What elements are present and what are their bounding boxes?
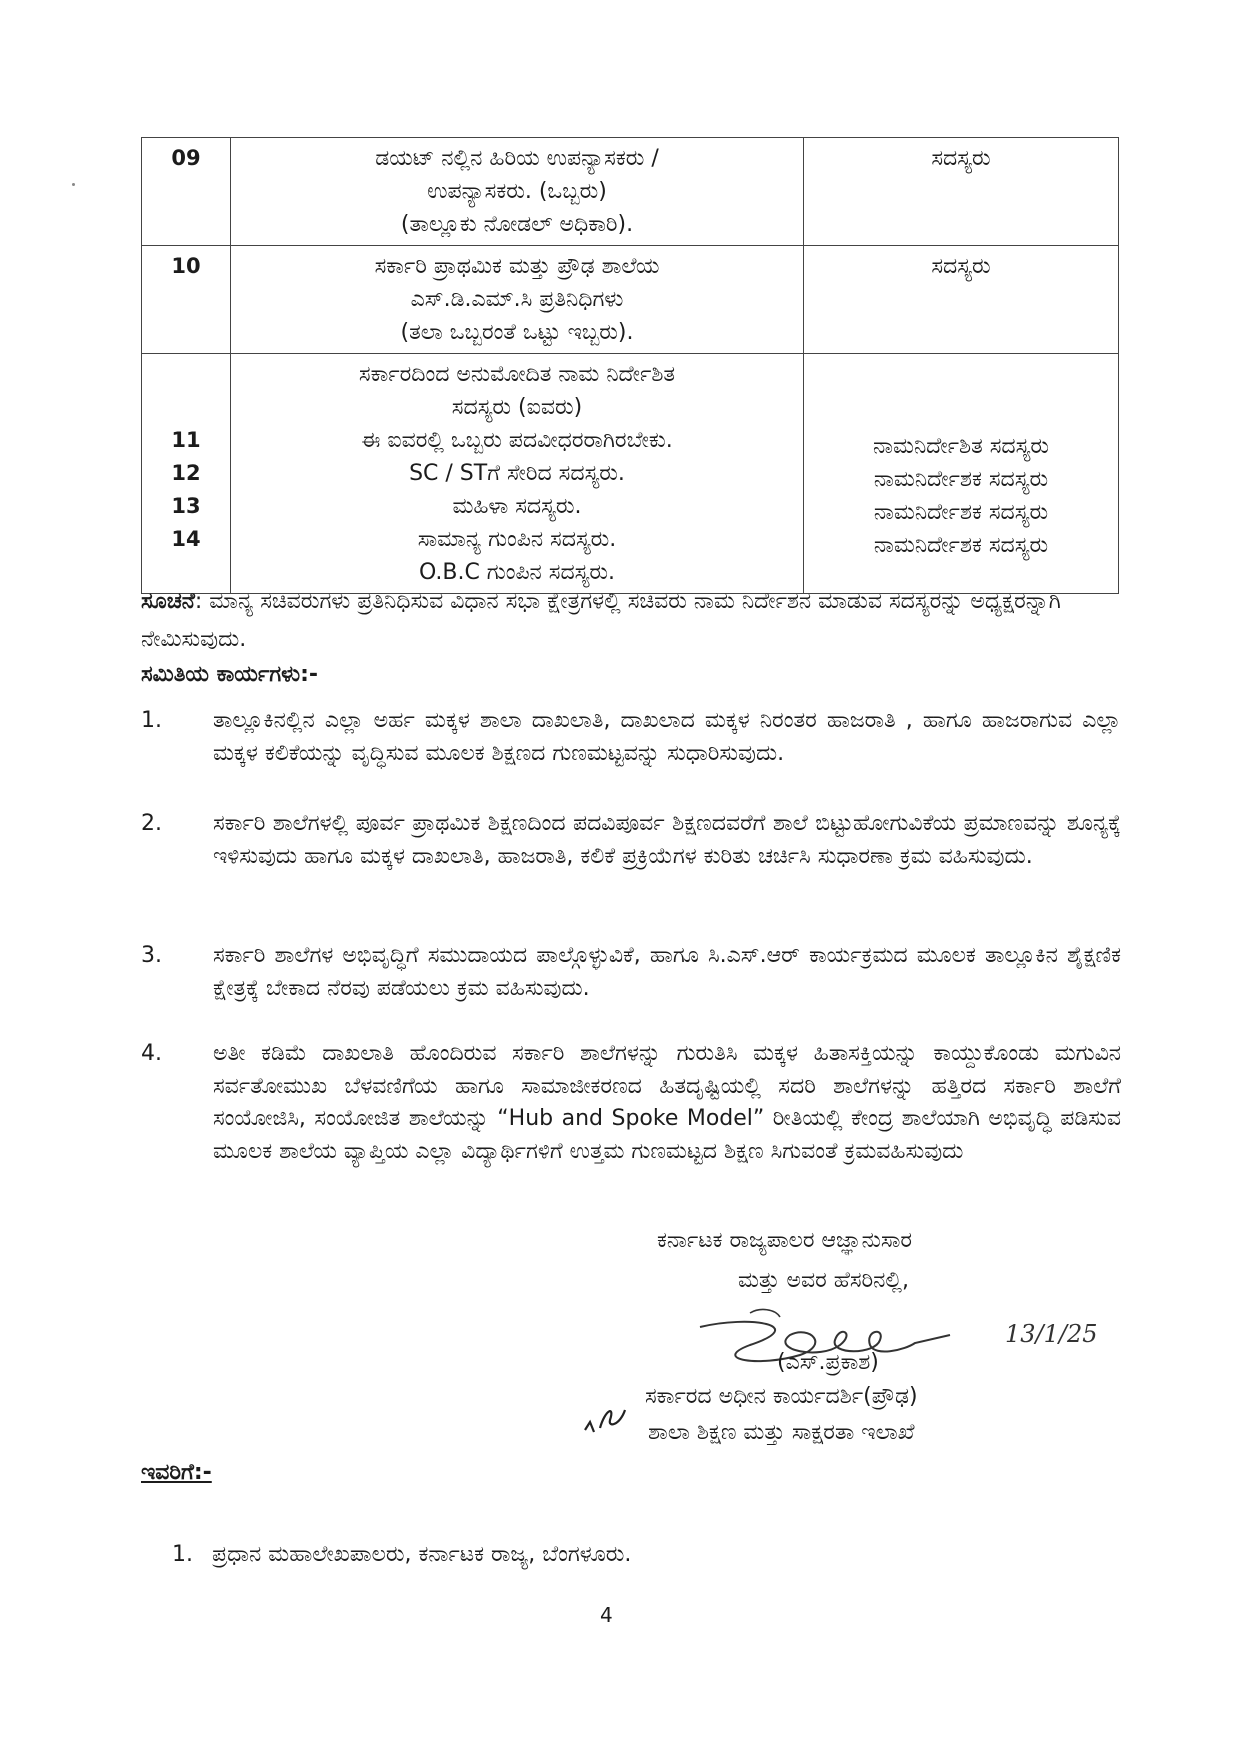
initials-mark (580, 1400, 630, 1447)
table-row (142, 246, 1119, 354)
list-item-text: ತಾಲ್ಲೂಕಿನಲ್ಲಿನ ಎಲ್ಲಾ ಅರ್ಹ ಮಕ್ಕಳ ಶಾಲಾ ದಾಖಲಾತಿ, ದಾಖಲಾದ ಮಕ್ಕಳ ನಿರಂತರ ಹಾಜರಾತಿ , ಹಾಗೂ ಹಾಜರಾಗುವ ಎಲ್ಲಾ ಮಕ್ಕಳ ಕಲಿಕೆಯನ್ನು ವೃದ್ಧಿಸುವ ಮೂಲಕ ಶಿಕ್ಷಣದ ಗುಣಮಟ್ಟವನ್ನು ಸುಧಾರಿಸುವುದು. (213, 708, 1121, 766)
committee-members-table (141, 137, 1119, 594)
table-row (142, 354, 1119, 594)
row-number: 09 (142, 138, 231, 246)
signatory-department: ಶಾಲಾ ಶಿಕ್ಷಣ ಮತ್ತು ಸಾಕ್ಷರತಾ ಇಲಾಖೆ (648, 1420, 915, 1445)
list-item-number: 2. (141, 811, 162, 836)
handwritten-date: 13/1/25 (1005, 1320, 1098, 1348)
note-paragraph (141, 583, 1121, 659)
signature-authority-line: ಮತ್ತು ಅವರ ಹೆಸರಿನಲ್ಲಿ, (738, 1268, 909, 1293)
list-item (141, 705, 1121, 770)
list-item-text: ಸರ್ಕಾರಿ ಶಾಲೆಗಳಲ್ಲಿ ಪೂರ್ವ ಪ್ರಾಥಮಿಕ ಶಿಕ್ಷಣದಿಂದ ಪದವಿಪೂರ್ವ ಶಿಕ್ಷಣದವರೆಗೆ ಶಾಲೆ ಬಿಟ್ಟುಹೋಗುವಿಕೆಯ ಪ್ರಮಾಣವನ್ನು ಶೂನ್ಯಕ್ಕೆ ಇಳಿಸುವುದು ಹಾಗೂ ಮಕ್ಕಳ ದಾಖಲಾತಿ, ಹಾಜರಾತಿ, ಕಲಿಕೆ ಪ್ರಕ್ರಿಯೆಗಳ ಕುರಿತು ಚರ್ಚಿಸಿ ಸುಧಾರಣಾ ಕ್ರಮ ವಹಿಸುವುದು. (213, 811, 1121, 869)
table-row (142, 138, 1119, 246)
list-item-text: ಸರ್ಕಾರಿ ಶಾಲೆಗಳ ಅಭಿವೃದ್ಧಿಗೆ ಸಮುದಾಯದ ಪಾಲ್ಗೊಳ್ಳುವಿಕೆ, ಹಾಗೂ ಸಿ.ಎಸ್.ಆರ್ ಕಾರ್ಯಕ್ರಮದ ಮೂಲಕ ತಾಲ್ಲೂಕಿನ ಶೈಕ್ಷಣಿಕ ಕ್ಷೇತ್ರಕ್ಕೆ ಬೇಕಾದ ನೆರವು ಪಡೆಯಲು ಕ್ರಮ ವಹಿಸುವುದು. (213, 943, 1121, 1001)
row-description: ಸರ್ಕಾರಿ ಪ್ರಾಥಮಿಕ ಮತ್ತು ಪ್ರೌಢ ಶಾಲೆಯ ಎಸ್.ಡಿ.ಎಮ್.ಸಿ ಪ್ರತಿನಿಧಿಗಳು (ತಲಾ ಒಬ್ಬರಂತೆ ಒಟ್ಟು ಇಬ್ಬರು). (231, 246, 804, 354)
recipient-text: ಪ್ರಧಾನ ಮಹಾಲೇಖಪಾಲರು, ಕರ್ನಾಟಕ ರಾಜ್ಯ, ಬೆಂಗಳೂರು. (212, 1542, 632, 1567)
row-role: ಸದಸ್ಯರು (804, 246, 1119, 354)
list-item-number: 3. (141, 943, 162, 968)
row-description: ಡಯಟ್ ನಲ್ಲಿನ ಹಿರಿಯ ಉಪನ್ಯಾಸಕರು / ಉಪನ್ಯಾಸಕರು. (ಒಬ್ಬರು) (ತಾಲ್ಲೂಕು ನೋಡಲ್ ಅಧಿಕಾರಿ). (231, 138, 804, 246)
row-role: ಸದಸ್ಯರು (804, 138, 1119, 246)
signatory-designation: ಸರ್ಕಾರದ ಅಧೀನ ಕಾರ್ಯದರ್ಶಿ(ಪ್ರೌಢ) (645, 1384, 918, 1409)
note-text: : ಮಾನ್ಯ ಸಚಿವರುಗಳು ಪ್ರತಿನಿಧಿಸುವ ವಿಧಾನ ಸಭಾ ಕ್ಷೇತ್ರಗಳಲ್ಲಿ ಸಚಿವರು ನಾಮ ನಿರ್ದೇಶನ ಮಾಡುವ ಸದಸ್ಯರನ್ನು ಅಧ್ಯಕ್ಷರನ್ನಾಗಿ ನೇಮಿಸುವುದು. (141, 589, 1061, 652)
recipient-item (172, 1542, 631, 1567)
functions-title: ಸಮಿತಿಯ ಕಾರ್ಯಗಳು:- (141, 662, 318, 687)
signatory-name: (ಎಸ್.ಪ್ರಕಾಶ) (777, 1350, 879, 1375)
scan-speck (72, 183, 75, 186)
list-item-text: ಅತೀ ಕಡಿಮೆ ದಾಖಲಾತಿ ಹೊಂದಿರುವ ಸರ್ಕಾರಿ ಶಾಲೆಗಳನ್ನು ಗುರುತಿಸಿ ಮಕ್ಕಳ ಹಿತಾಸಕ್ತಿಯನ್ನು ಕಾಯ್ದುಕೊಂಡು ಮಗುವಿನ ಸರ್ವತೋಮುಖ ಬೆಳವಣಿಗೆಯ ಹಾಗೂ ಸಾಮಾಜೀಕರಣದ ಹಿತದೃಷ್ಟಿಯಲ್ಲಿ ಸದರಿ ಶಾಲೆಗಳನ್ನು ಹತ್ತಿರದ ಸರ್ಕಾರಿ ಶಾಲೆಗೆ ಸಂಯೋಜಿಸಿ, ಸಂಯೋಜಿತ ಶಾಲೆಯನ್ನು “Hub and Spoke Model” ರೀತಿಯಲ್ಲಿ ಕೇಂದ್ರ ಶಾಲೆಯಾಗಿ ಅಭಿವೃದ್ಧಿ ಪಡಿಸುವ ಮೂಲಕ ಶಾಲೆಯ ವ್ಯಾಪ್ತಿಯ ಎಲ್ಲಾ ವಿದ್ಯಾರ್ಥಿಗಳಿಗೆ ಉತ್ತಮ ಗುಣಮಟ್ಟದ ಶಿಕ್ಷಣ ಸಿಗುವಂತೆ ಕ್ರಮವಹಿಸುವುದು (213, 1041, 1121, 1164)
list-item-number: 4. (141, 1041, 162, 1066)
note-label: ಸೂಚನೆ (141, 589, 195, 614)
list-item-number: 1. (141, 708, 162, 733)
page-number: 4 (600, 1603, 613, 1627)
signature-authority-line: ಕರ್ನಾಟಕ ರಾಜ್ಯಪಾಲರ ಆಜ್ಞಾನುಸಾರ (657, 1228, 912, 1253)
row-description: ಸರ್ಕಾರದಿಂದ ಅನುಮೋದಿತ ನಾಮ ನಿರ್ದೇಶಿತ ಸದಸ್ಯರು (ಐವರು) ಈ ಐವರಲ್ಲಿ ಒಬ್ಬರು ಪದವೀಧರರಾಗಿರಬೇಕು. SC / STಗೆ ಸೇರಿದ ಸದಸ್ಯರು. ಮಹಿಳಾ ಸದಸ್ಯರು. ಸಾಮಾನ್ಯ ಗುಂಪಿನ ಸದಸ್ಯರು. O.B.C ಗುಂಪಿನ ಸದಸ್ಯರು. (231, 354, 804, 594)
row-numbers: 11 12 13 14 (142, 354, 231, 594)
recipient-number: 1. (172, 1542, 193, 1567)
list-item (141, 1038, 1121, 1168)
row-number: 10 (142, 246, 231, 354)
list-item (141, 808, 1121, 873)
recipients-title: ಇವರಿಗೆ:- (141, 1460, 212, 1485)
row-roles: ನಾಮನಿರ್ದೇಶಿತ ಸದಸ್ಯರು ನಾಮನಿರ್ದೇಶಕ ಸದಸ್ಯರು ನಾಮನಿರ್ದೇಶಕ ಸದಸ್ಯರು ನಾಮನಿರ್ದೇಶಕ ಸದಸ್ಯರು (804, 354, 1119, 594)
list-item (141, 940, 1121, 1005)
